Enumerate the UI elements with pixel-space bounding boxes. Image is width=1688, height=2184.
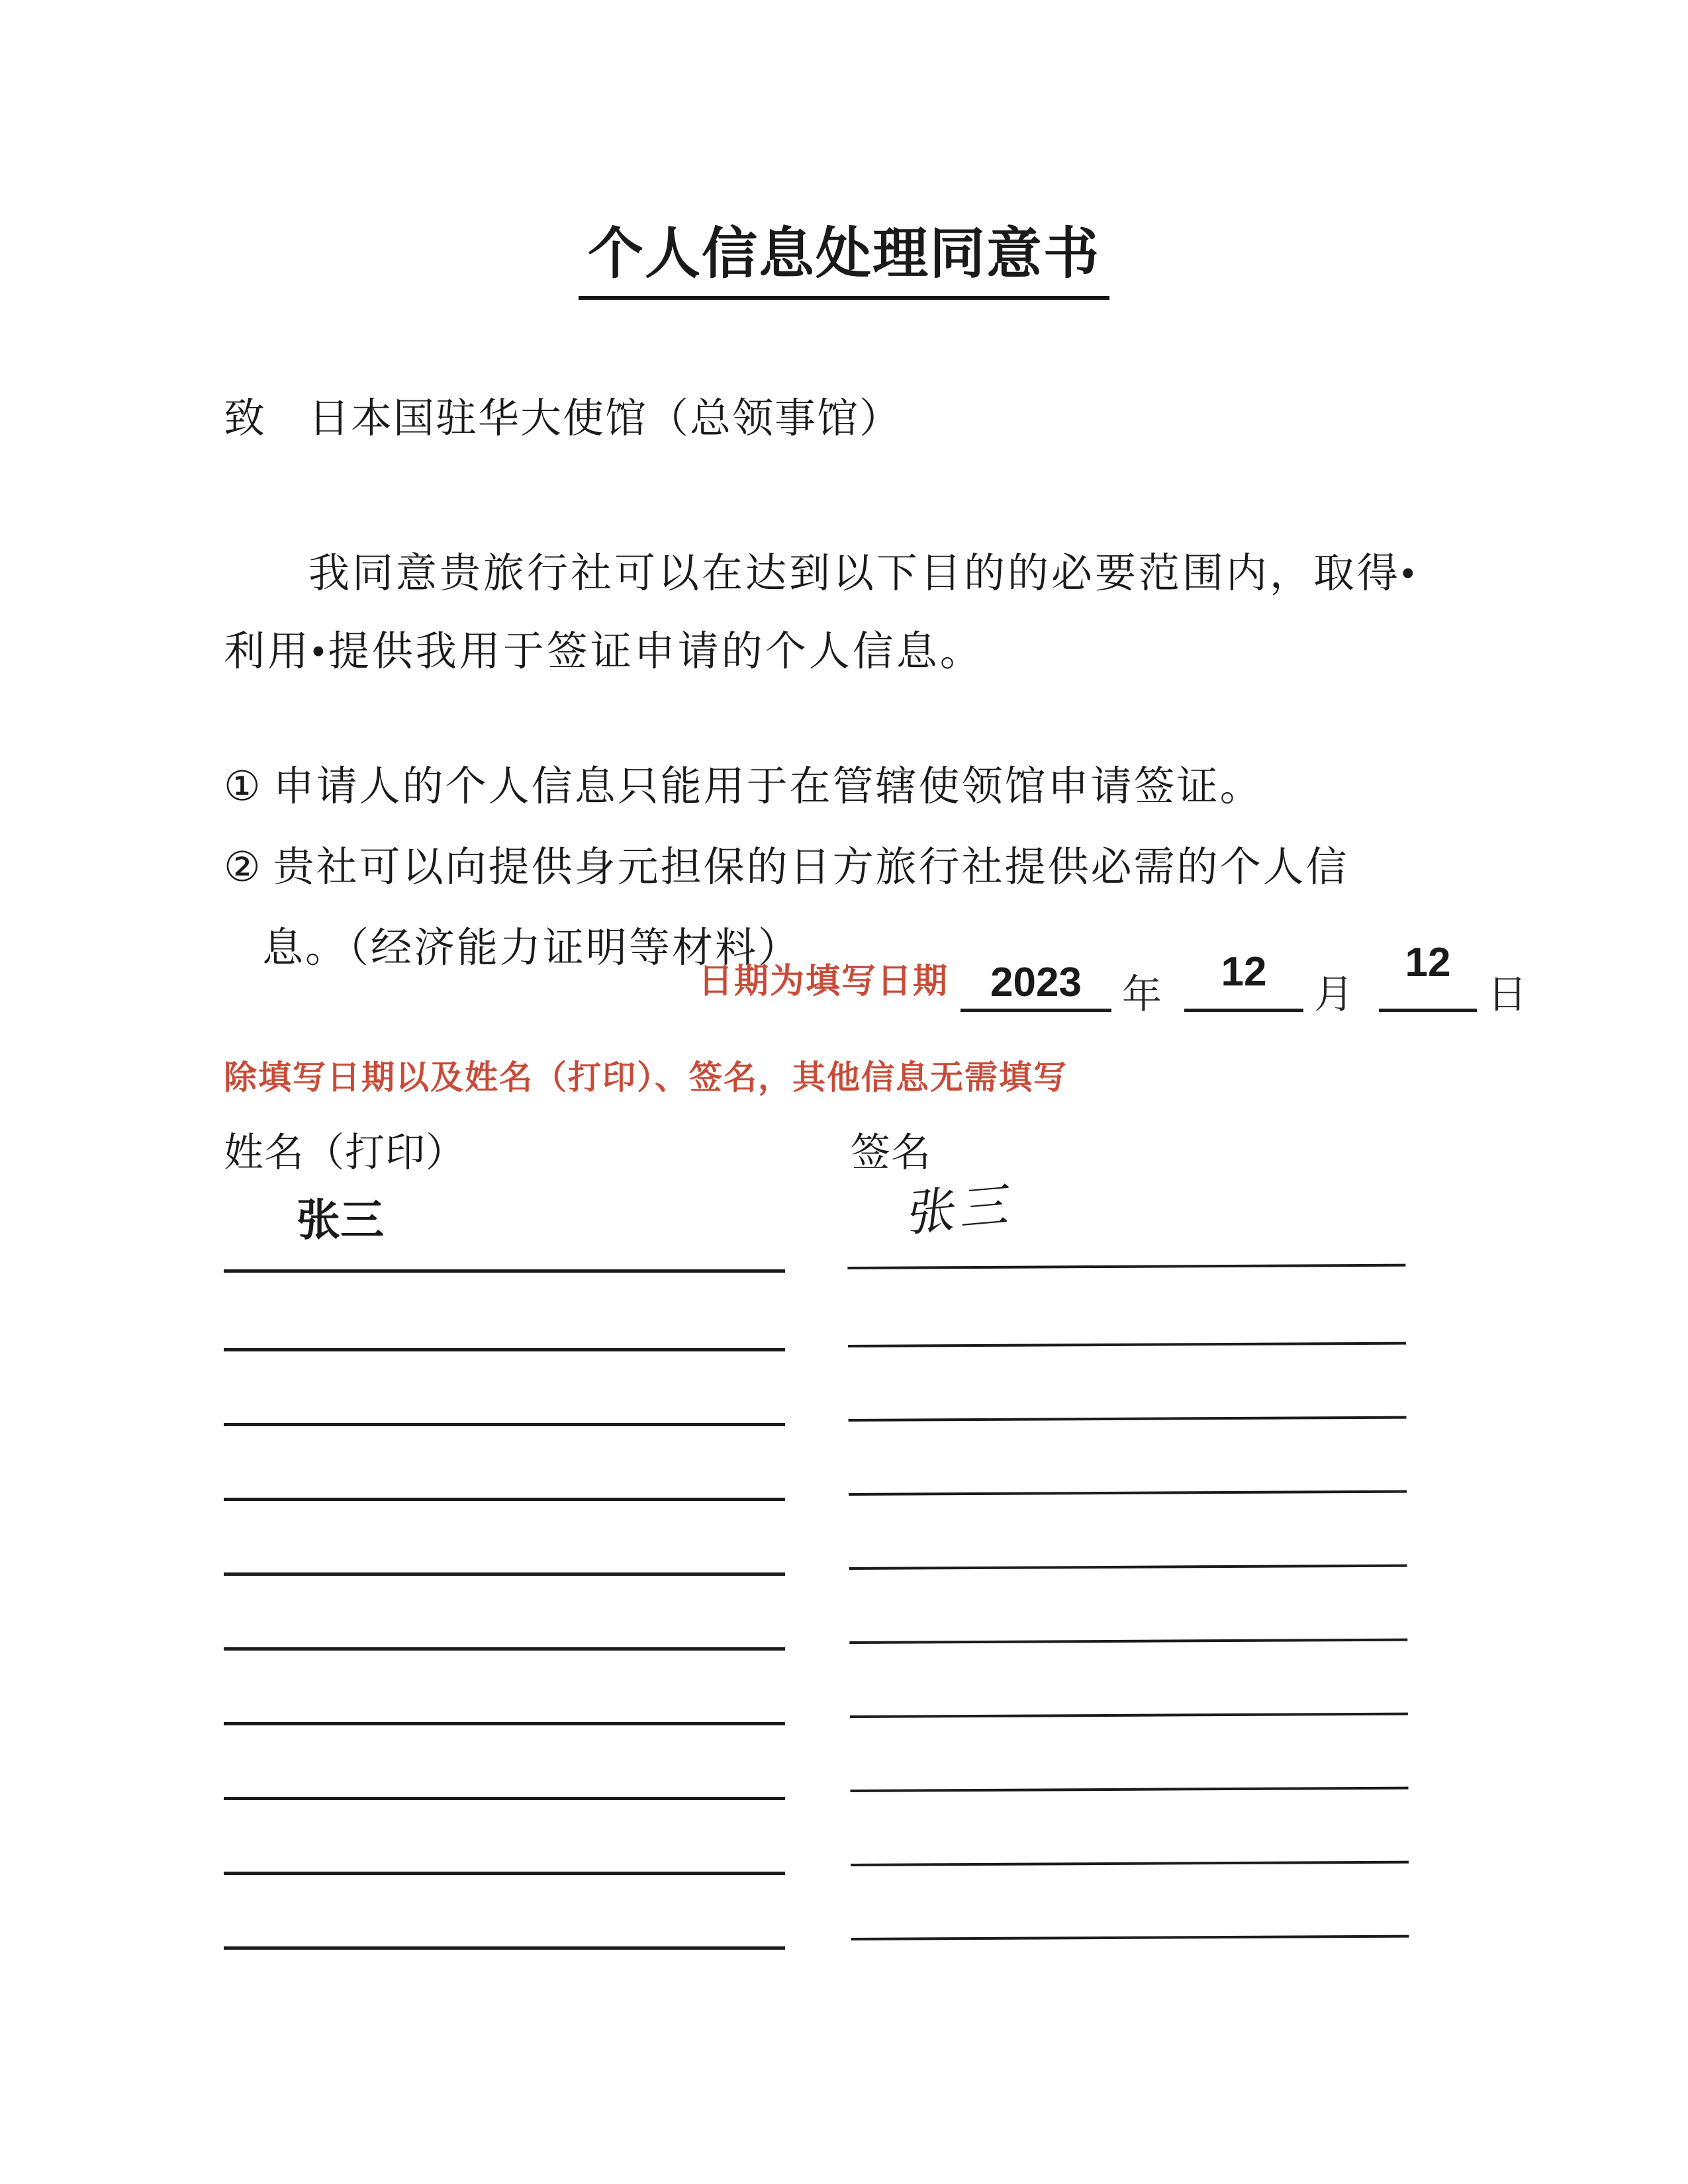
blank-line	[224, 1572, 785, 1576]
date-section	[698, 940, 1528, 1017]
blank-line	[851, 1861, 1409, 1866]
item-2-text: 贵社可以向提供身元担保的日方旅行社提供必需的个人信	[273, 845, 1349, 890]
date-year-value: 2023	[990, 960, 1082, 1005]
blank-line	[224, 1872, 785, 1875]
item-2-marker: ②	[224, 845, 263, 890]
blank-line	[224, 1946, 785, 1950]
blank-line	[849, 1565, 1407, 1570]
date-year-label: 年	[1122, 973, 1162, 1017]
blank-line	[224, 1647, 785, 1651]
blank-line	[224, 1269, 785, 1273]
paragraph-line: 我同意贵旅行社可以在达到以下目的的必要范围内，取得•	[308, 551, 1418, 596]
date-day-label: 日	[1487, 973, 1528, 1017]
blank-line	[849, 1639, 1407, 1644]
date-note-annotation: 日期为填写日期	[698, 962, 949, 1001]
blank-line	[851, 1935, 1409, 1940]
name-column-lines	[224, 1269, 785, 1950]
date-year-blank	[961, 962, 1111, 1012]
paragraph-line: 利用•提供我用于签证申请的个人信息。	[224, 629, 984, 674]
consent-paragraph	[224, 535, 1488, 691]
blank-line	[224, 1498, 785, 1501]
blank-line	[224, 1722, 785, 1725]
date-month-value: 12	[1221, 949, 1267, 995]
blank-line	[224, 1348, 785, 1351]
date-day-blank	[1379, 940, 1477, 1012]
date-month-label: 月	[1314, 973, 1354, 1017]
blank-line	[224, 1797, 785, 1800]
date-day-value: 12	[1405, 940, 1451, 985]
blank-line	[850, 1787, 1408, 1792]
item-2	[224, 827, 1521, 908]
signature-column-lines	[847, 1264, 1409, 1940]
item-1-marker: ①	[224, 764, 263, 809]
page-title: 个人信息处理同意书	[579, 209, 1109, 300]
item-2-continuation: 息。（经济能力证明等材料）	[262, 926, 802, 971]
item-1-text: 申请人的个人信息只能用于在管辖使领馆申请签证。	[273, 764, 1263, 809]
name-print-value: 张三	[297, 1195, 384, 1244]
blank-line	[850, 1713, 1408, 1718]
blank-line	[848, 1342, 1406, 1347]
fill-instruction-annotation: 除填写日期以及姓名（打印）、签名，其他信息无需填写	[224, 1059, 1068, 1096]
item-1	[224, 747, 1521, 827]
blank-line	[849, 1416, 1407, 1422]
recipient-line: 致 日本国驻华大使馆（总领事馆）	[224, 396, 902, 441]
signature-label: 签名	[851, 1131, 931, 1175]
handwritten-signature: 张三	[904, 1177, 1019, 1242]
date-month-blank	[1184, 949, 1303, 1012]
name-print-label: 姓名（打印）	[224, 1131, 466, 1175]
blank-line	[847, 1264, 1405, 1269]
blank-line	[849, 1490, 1407, 1496]
blank-line	[224, 1423, 785, 1426]
